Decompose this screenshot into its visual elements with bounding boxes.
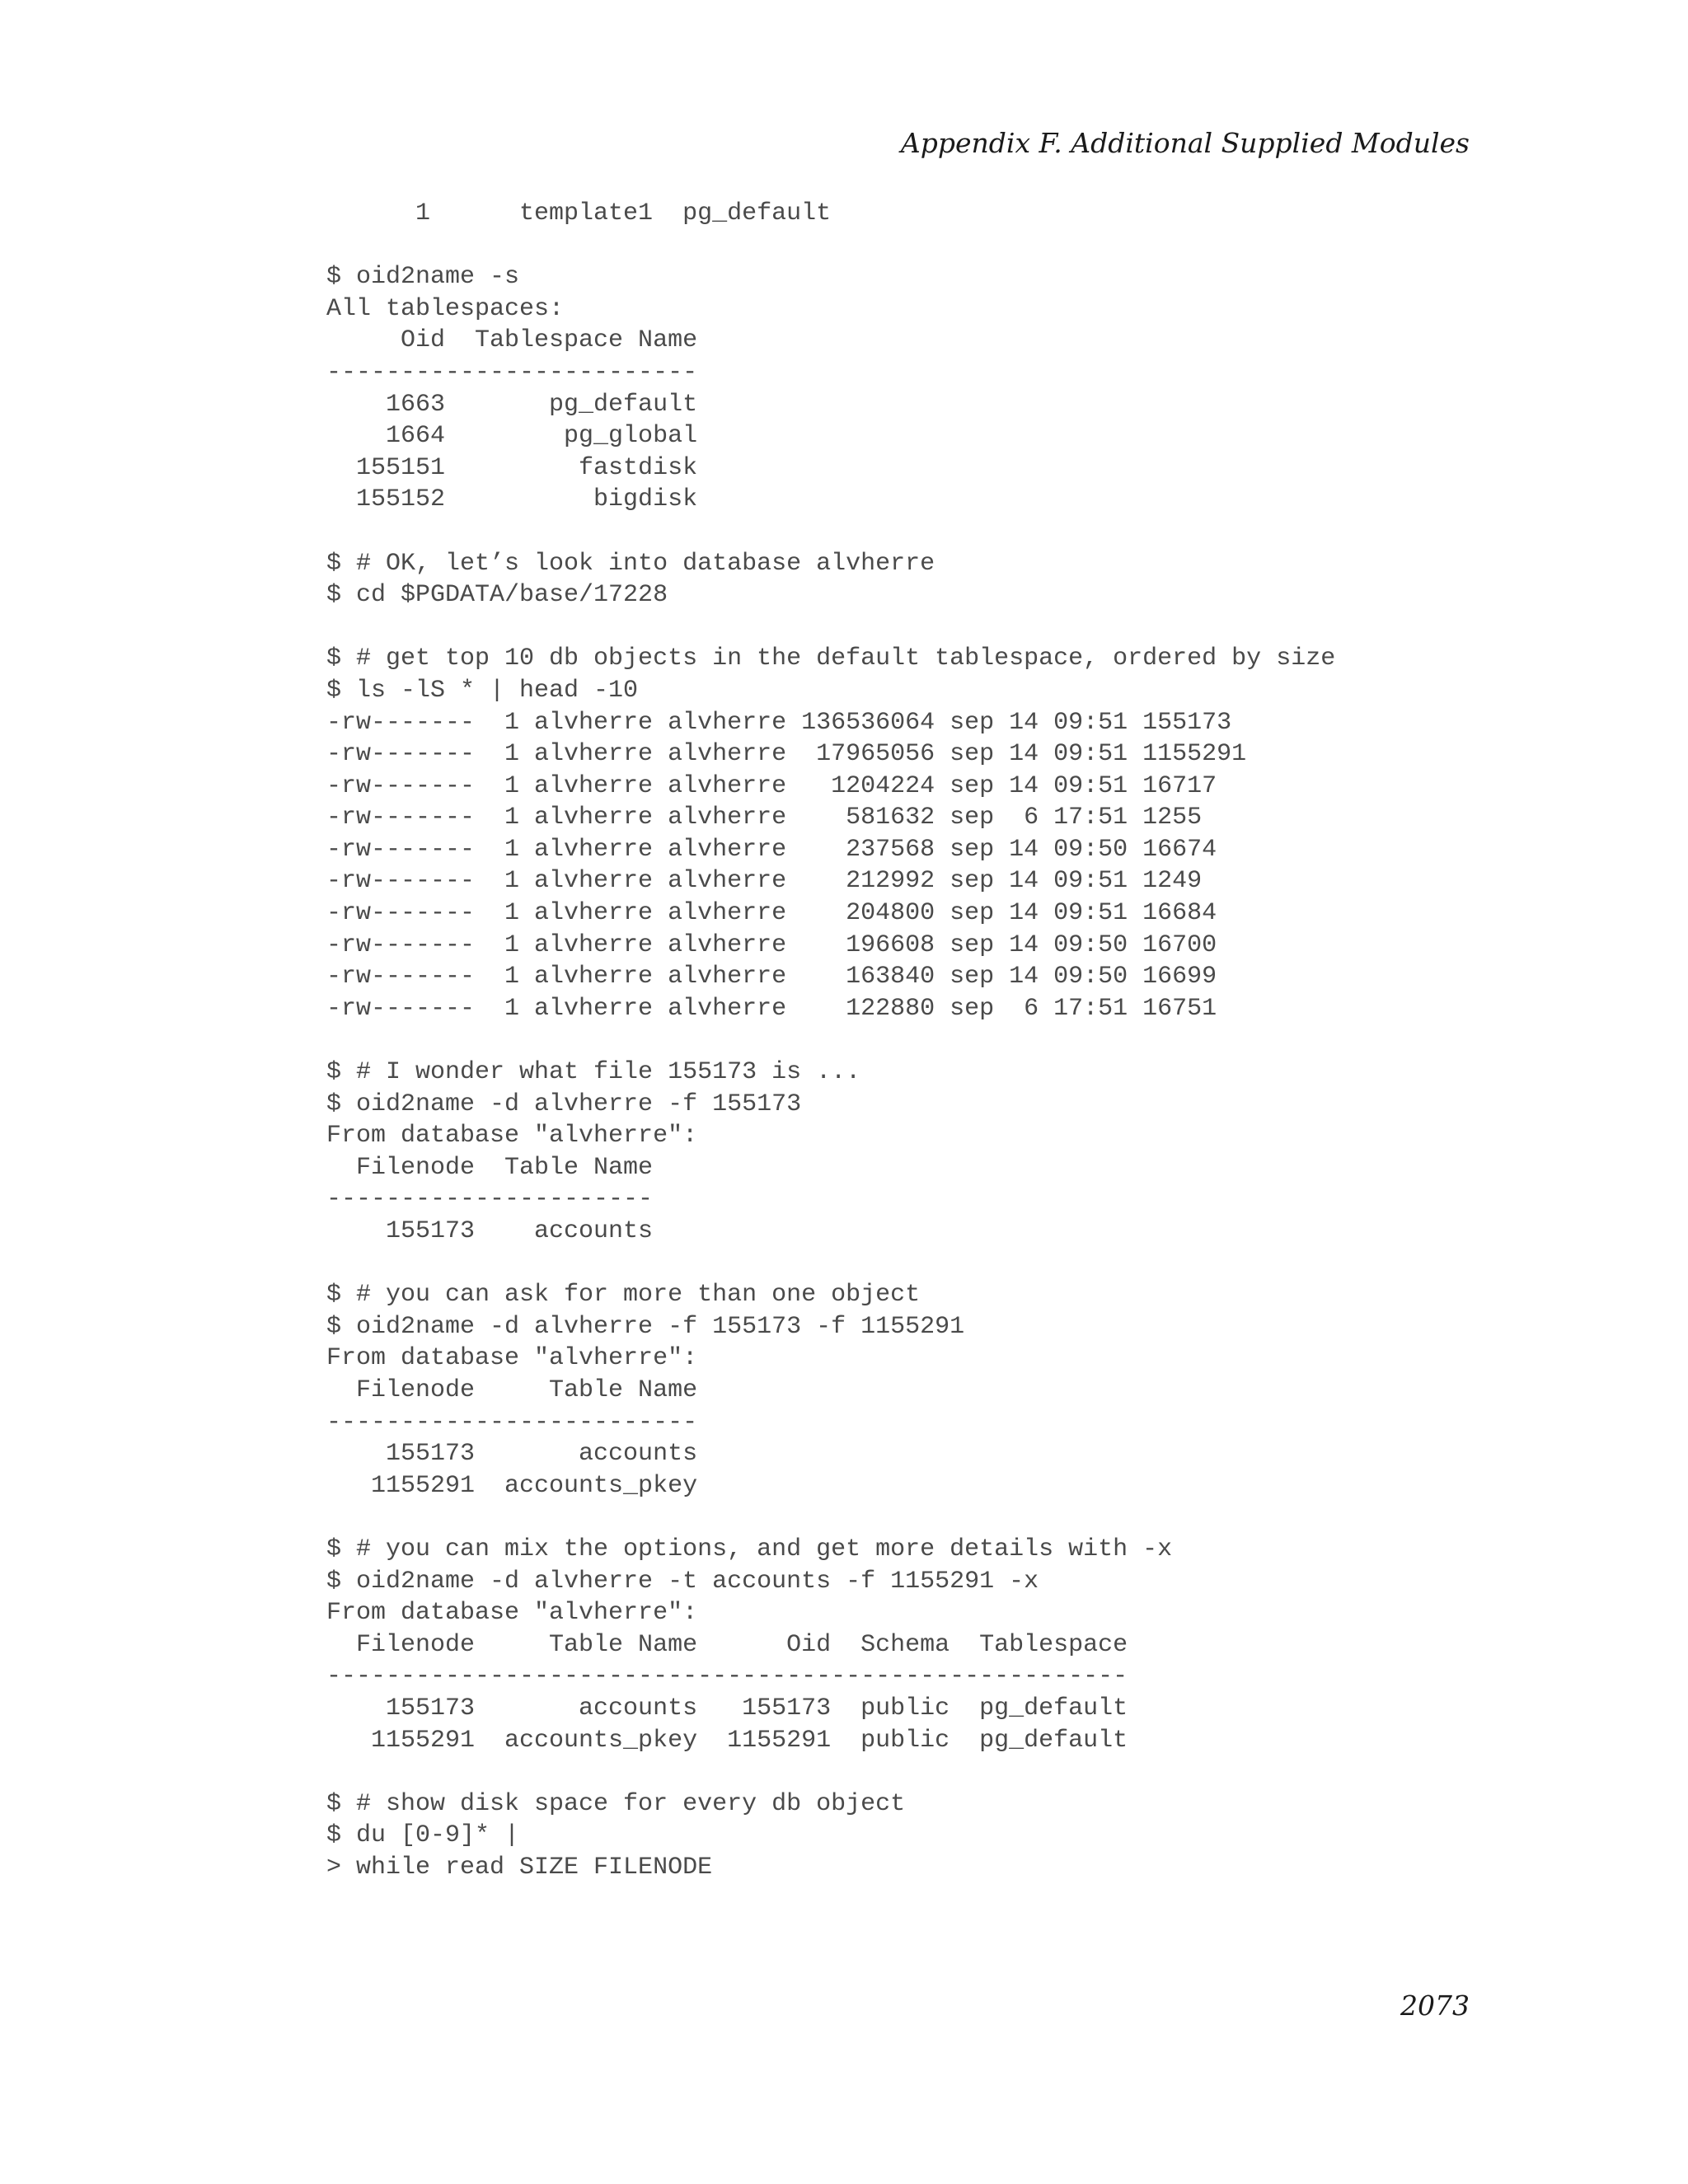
code-line: ---------------------- (326, 1185, 654, 1214)
code-line: $ ls -lS * | head -10 (326, 676, 639, 705)
code-line: $ # I wonder what file 155173 is ... (326, 1058, 861, 1087)
code-line: Filenode Table Name (326, 1376, 698, 1404)
code-line: 1155291 accounts_pkey 1155291 public pg_default (326, 1726, 1128, 1755)
code-line: 1155291 accounts_pkey (326, 1471, 698, 1500)
code-line (326, 516, 1335, 548)
code-line: 1663 pg_default (326, 390, 698, 419)
code-line: 155152 bigdisk (326, 485, 698, 514)
code-line: $ oid2name -s (326, 263, 520, 292)
code-line: All tablespaces: (326, 294, 565, 323)
code-line: $ oid2name -d alvherre -f 155173 (326, 1090, 802, 1118)
code-line: $ du [0-9]* | (326, 1821, 520, 1850)
code-line: -rw------- 1 alvherre alvherre 163840 sep 14 09:50 16699 (326, 963, 1217, 991)
code-line: Filenode Table Name Oid Schema Tablespace (326, 1630, 1128, 1659)
code-line: -rw------- 1 alvherre alvherre 17965056 sep 14 09:51 1155291 (326, 740, 1247, 769)
code-line: 1664 pg_global (326, 422, 698, 451)
code-listing (326, 198, 1335, 1883)
code-line (326, 1502, 1335, 1534)
code-line: > while read SIZE FILENODE (326, 1853, 713, 1882)
code-line: -rw------- 1 alvherre alvherre 204800 sep 14 09:51 16684 (326, 899, 1217, 928)
code-line (326, 230, 1335, 262)
code-line: -rw------- 1 alvherre alvherre 1204224 sep 14 09:51 16717 (326, 771, 1217, 800)
code-line: $ # show disk space for every db object (326, 1789, 906, 1818)
code-line: -rw------- 1 alvherre alvherre 237568 sep 14 09:50 16674 (326, 835, 1217, 864)
code-line: ------------------------- (326, 1408, 698, 1436)
code-line: $ cd $PGDATA/base/17228 (326, 581, 668, 610)
code-line: 155173 accounts (326, 1217, 654, 1245)
code-line: $ oid2name -d alvherre -f 155173 -f 1155291 (326, 1312, 965, 1341)
code-line: -rw------- 1 alvherre alvherre 196608 sep 14 09:50 16700 (326, 930, 1217, 959)
code-line: $ # OK, let’s look into database alvherre (326, 549, 935, 578)
code-line (326, 1756, 1335, 1788)
code-line: $ # you can mix the options, and get more details with -x (326, 1535, 1173, 1563)
code-line: ------------------------- (326, 358, 698, 387)
code-line (326, 1248, 1335, 1280)
code-line: $ oid2name -d alvherre -t accounts -f 1155291 -x (326, 1567, 1039, 1596)
code-line: -rw------- 1 alvherre alvherre 122880 sep 6 17:51 16751 (326, 994, 1217, 1023)
code-line: From database "alvherre": (326, 1122, 698, 1151)
code-line: From database "alvherre": (326, 1599, 698, 1628)
code-line: 155173 accounts 155173 public pg_default (326, 1694, 1128, 1722)
code-line: 155173 accounts (326, 1440, 698, 1469)
code-line: Filenode Table Name (326, 1153, 654, 1182)
code-line: -rw------- 1 alvherre alvherre 212992 sep 14 09:51 1249 (326, 867, 1203, 896)
code-line: -rw------- 1 alvherre alvherre 136536064 sep 14 09:51 155173 (326, 708, 1232, 737)
code-line: ------------------------------------------------------ (326, 1662, 1128, 1691)
running-header: Appendix F. Additional Supplied Modules (900, 127, 1470, 159)
code-line: $ # you can ask for more than one object (326, 1281, 921, 1310)
code-line: $ # get top 10 db objects in the default tablespace, ordered by size (326, 644, 1336, 673)
code-line: 155151 fastdisk (326, 453, 698, 482)
code-line (326, 612, 1335, 644)
code-line: 1 template1 pg_default (326, 199, 832, 227)
code-line: From database "alvherre": (326, 1344, 698, 1373)
page-number: 2073 (1400, 1990, 1470, 2022)
code-line: Oid Tablespace Name (326, 326, 698, 355)
code-line (326, 1024, 1335, 1057)
code-line: -rw------- 1 alvherre alvherre 581632 sep 6 17:51 1255 (326, 804, 1203, 832)
